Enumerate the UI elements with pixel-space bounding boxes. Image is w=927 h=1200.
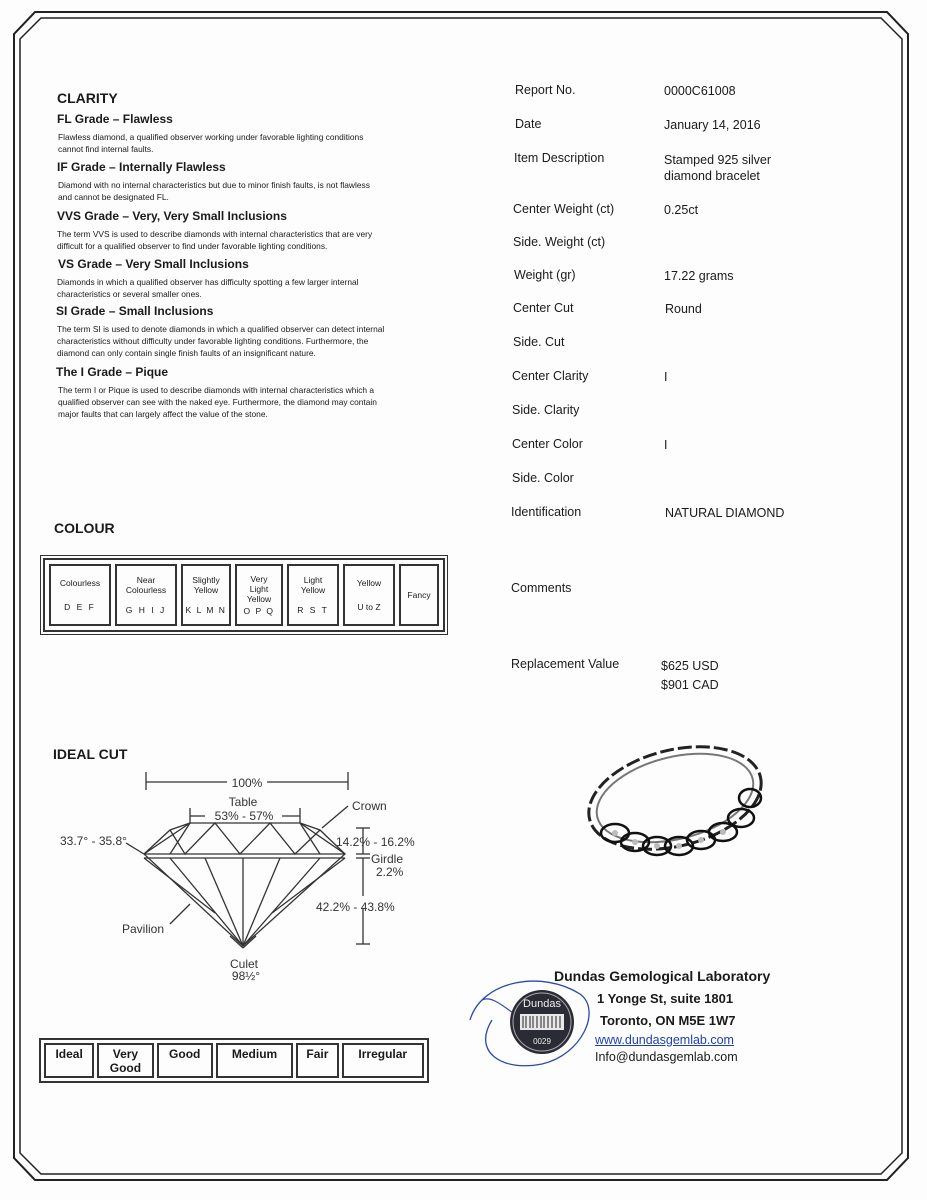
grade-vs-desc: Diamonds in which a qualified observer has difficulty spotting a few larger internal characteristics or several smaller ones.	[57, 277, 359, 299]
side-color-label: Side. Color	[512, 471, 574, 485]
label-crown: Crown	[352, 799, 387, 813]
date-value: January 14, 2016	[664, 118, 761, 132]
cut-grade-irregular: Irregular	[342, 1043, 425, 1078]
colour-title: COLOUR	[54, 520, 115, 536]
lab-address-line2: Toronto, ON M5E 1W7	[600, 1013, 736, 1028]
replacement-value-value: $625 USD $901 CAD	[661, 659, 719, 692]
colour-cell-colourless: Colourless D E F	[49, 564, 111, 626]
item-description-value: Stamped 925 silver diamond bracelet	[664, 153, 772, 183]
grade-i-title: The I Grade – Pique	[56, 365, 169, 379]
center-weight-label: Center Weight (ct)	[513, 202, 615, 216]
lab-name: Dundas Gemological Laboratory	[554, 968, 771, 984]
center-clarity-value: I	[664, 370, 668, 384]
ideal-cut-diagram	[40, 768, 440, 988]
cut-grade-fair: Fair	[296, 1043, 338, 1078]
colour-cell-very-light-yellow: Very Light Yellow O P Q	[235, 564, 283, 626]
colour-cell-near-colourless: Near Colourless G H I J	[115, 564, 177, 626]
cut-grade-table	[39, 1038, 429, 1083]
center-clarity-label: Center Clarity	[512, 369, 589, 383]
side-weight-label: Side. Weight (ct)	[513, 235, 606, 249]
weight-label: Weight (gr)	[514, 268, 576, 282]
label-crown-angle: 33.7° - 35.8°	[60, 834, 127, 848]
colour-cell-fancy: Fancy	[399, 564, 439, 626]
grade-if-desc: Diamond with no internal characteristics but due to minor finish faults, is not flawless and cannot be designated FL.	[58, 180, 370, 202]
grade-if-title: IF Grade – Internally Flawless	[57, 160, 226, 174]
center-weight-value: 0.25ct	[664, 203, 699, 217]
label-crown-height: 14.2% - 16.2%	[336, 835, 415, 849]
grade-fl-desc: Flawless diamond, a qualified observer working under favorable lighting conditions cannot find internal faults.	[58, 132, 364, 154]
bracelet-image	[575, 738, 780, 868]
report-no-label: Report No.	[515, 83, 576, 97]
cut-grade-medium: Medium	[216, 1043, 293, 1078]
date-label: Date	[515, 117, 542, 131]
colour-scale-table	[43, 558, 445, 632]
grade-vvs-desc: The term VVS is used to describe diamonds with internal characteristics that are very difficult for a qualified observer to find under favorable lighting conditions.	[57, 229, 373, 251]
ideal-cut-title: IDEAL CUT	[53, 746, 128, 762]
center-color-value: I	[664, 438, 668, 452]
center-cut-label: Center Cut	[513, 301, 574, 315]
label-table: Table	[228, 795, 258, 809]
cut-grade-ideal: Ideal	[44, 1043, 94, 1078]
grade-si-desc: The term SI is used to denote diamonds in which a qualified observer can detect internal characteristics without difficulty under favorable lighting conditions. Furthermore, the diamond can only contain single finish faults of an insignificant nature.	[57, 324, 385, 358]
label-total: 100%	[231, 776, 263, 790]
label-table-range: 53% - 57%	[214, 809, 274, 823]
side-clarity-label: Side. Clarity	[512, 403, 580, 417]
colour-cell-yellow: Yellow U to Z	[343, 564, 395, 626]
side-cut-label: Side. Cut	[513, 335, 565, 349]
grade-si-title: SI Grade – Small Inclusions	[56, 304, 214, 318]
lab-email: Info@dundasgemlab.com	[595, 1050, 738, 1064]
cut-grade-very-good: Very Good	[97, 1043, 153, 1078]
grade-vvs-title: VVS Grade – Very, Very Small Inclusions	[57, 209, 287, 223]
lab-website-link[interactable]: www.dundasgemlab.com	[595, 1033, 734, 1047]
grade-vs-title: VS Grade – Very Small Inclusions	[58, 257, 249, 271]
label-girdle-value: 2.2%	[376, 865, 404, 879]
comments-label: Comments	[511, 581, 572, 595]
replacement-value-label: Replacement Value	[511, 657, 620, 671]
seal-text: Dundas	[523, 998, 561, 1010]
grade-fl-title: FL Grade – Flawless	[57, 112, 173, 126]
lab-address-line1: 1 Yonge St, suite 1801	[597, 991, 734, 1006]
center-cut-value: Round	[665, 302, 702, 316]
report-no-value: 0000C61008	[664, 84, 736, 98]
center-color-label: Center Color	[512, 437, 583, 451]
label-pavilion: Pavilion	[122, 922, 165, 936]
identification-label: Identification	[511, 505, 582, 519]
cut-grade-good: Good	[157, 1043, 213, 1078]
colour-cell-slightly-yellow: Slightly Yellow K L M N	[181, 564, 231, 626]
label-culet-value: 98½°	[231, 969, 261, 983]
colour-cell-light-yellow: Light Yellow R S T	[287, 564, 339, 626]
weight-value: 17.22 grams	[664, 269, 734, 283]
label-pavilion-depth: 42.2% - 43.8%	[316, 900, 395, 914]
label-culet: Culet	[229, 957, 259, 971]
identification-value: NATURAL DIAMOND	[665, 506, 785, 520]
grade-i-desc: The term I or Pique is used to describe diamonds with internal characteristics which a qualified observer can see with the naked eye. Furthermore, the diamond may contain major faults that can largely affect the value of the stone.	[58, 385, 377, 419]
seal-number: 0029	[533, 1037, 551, 1046]
item-description-label: Item Description	[514, 151, 605, 165]
clarity-title: CLARITY	[57, 90, 118, 106]
label-girdle: Girdle	[371, 852, 404, 866]
